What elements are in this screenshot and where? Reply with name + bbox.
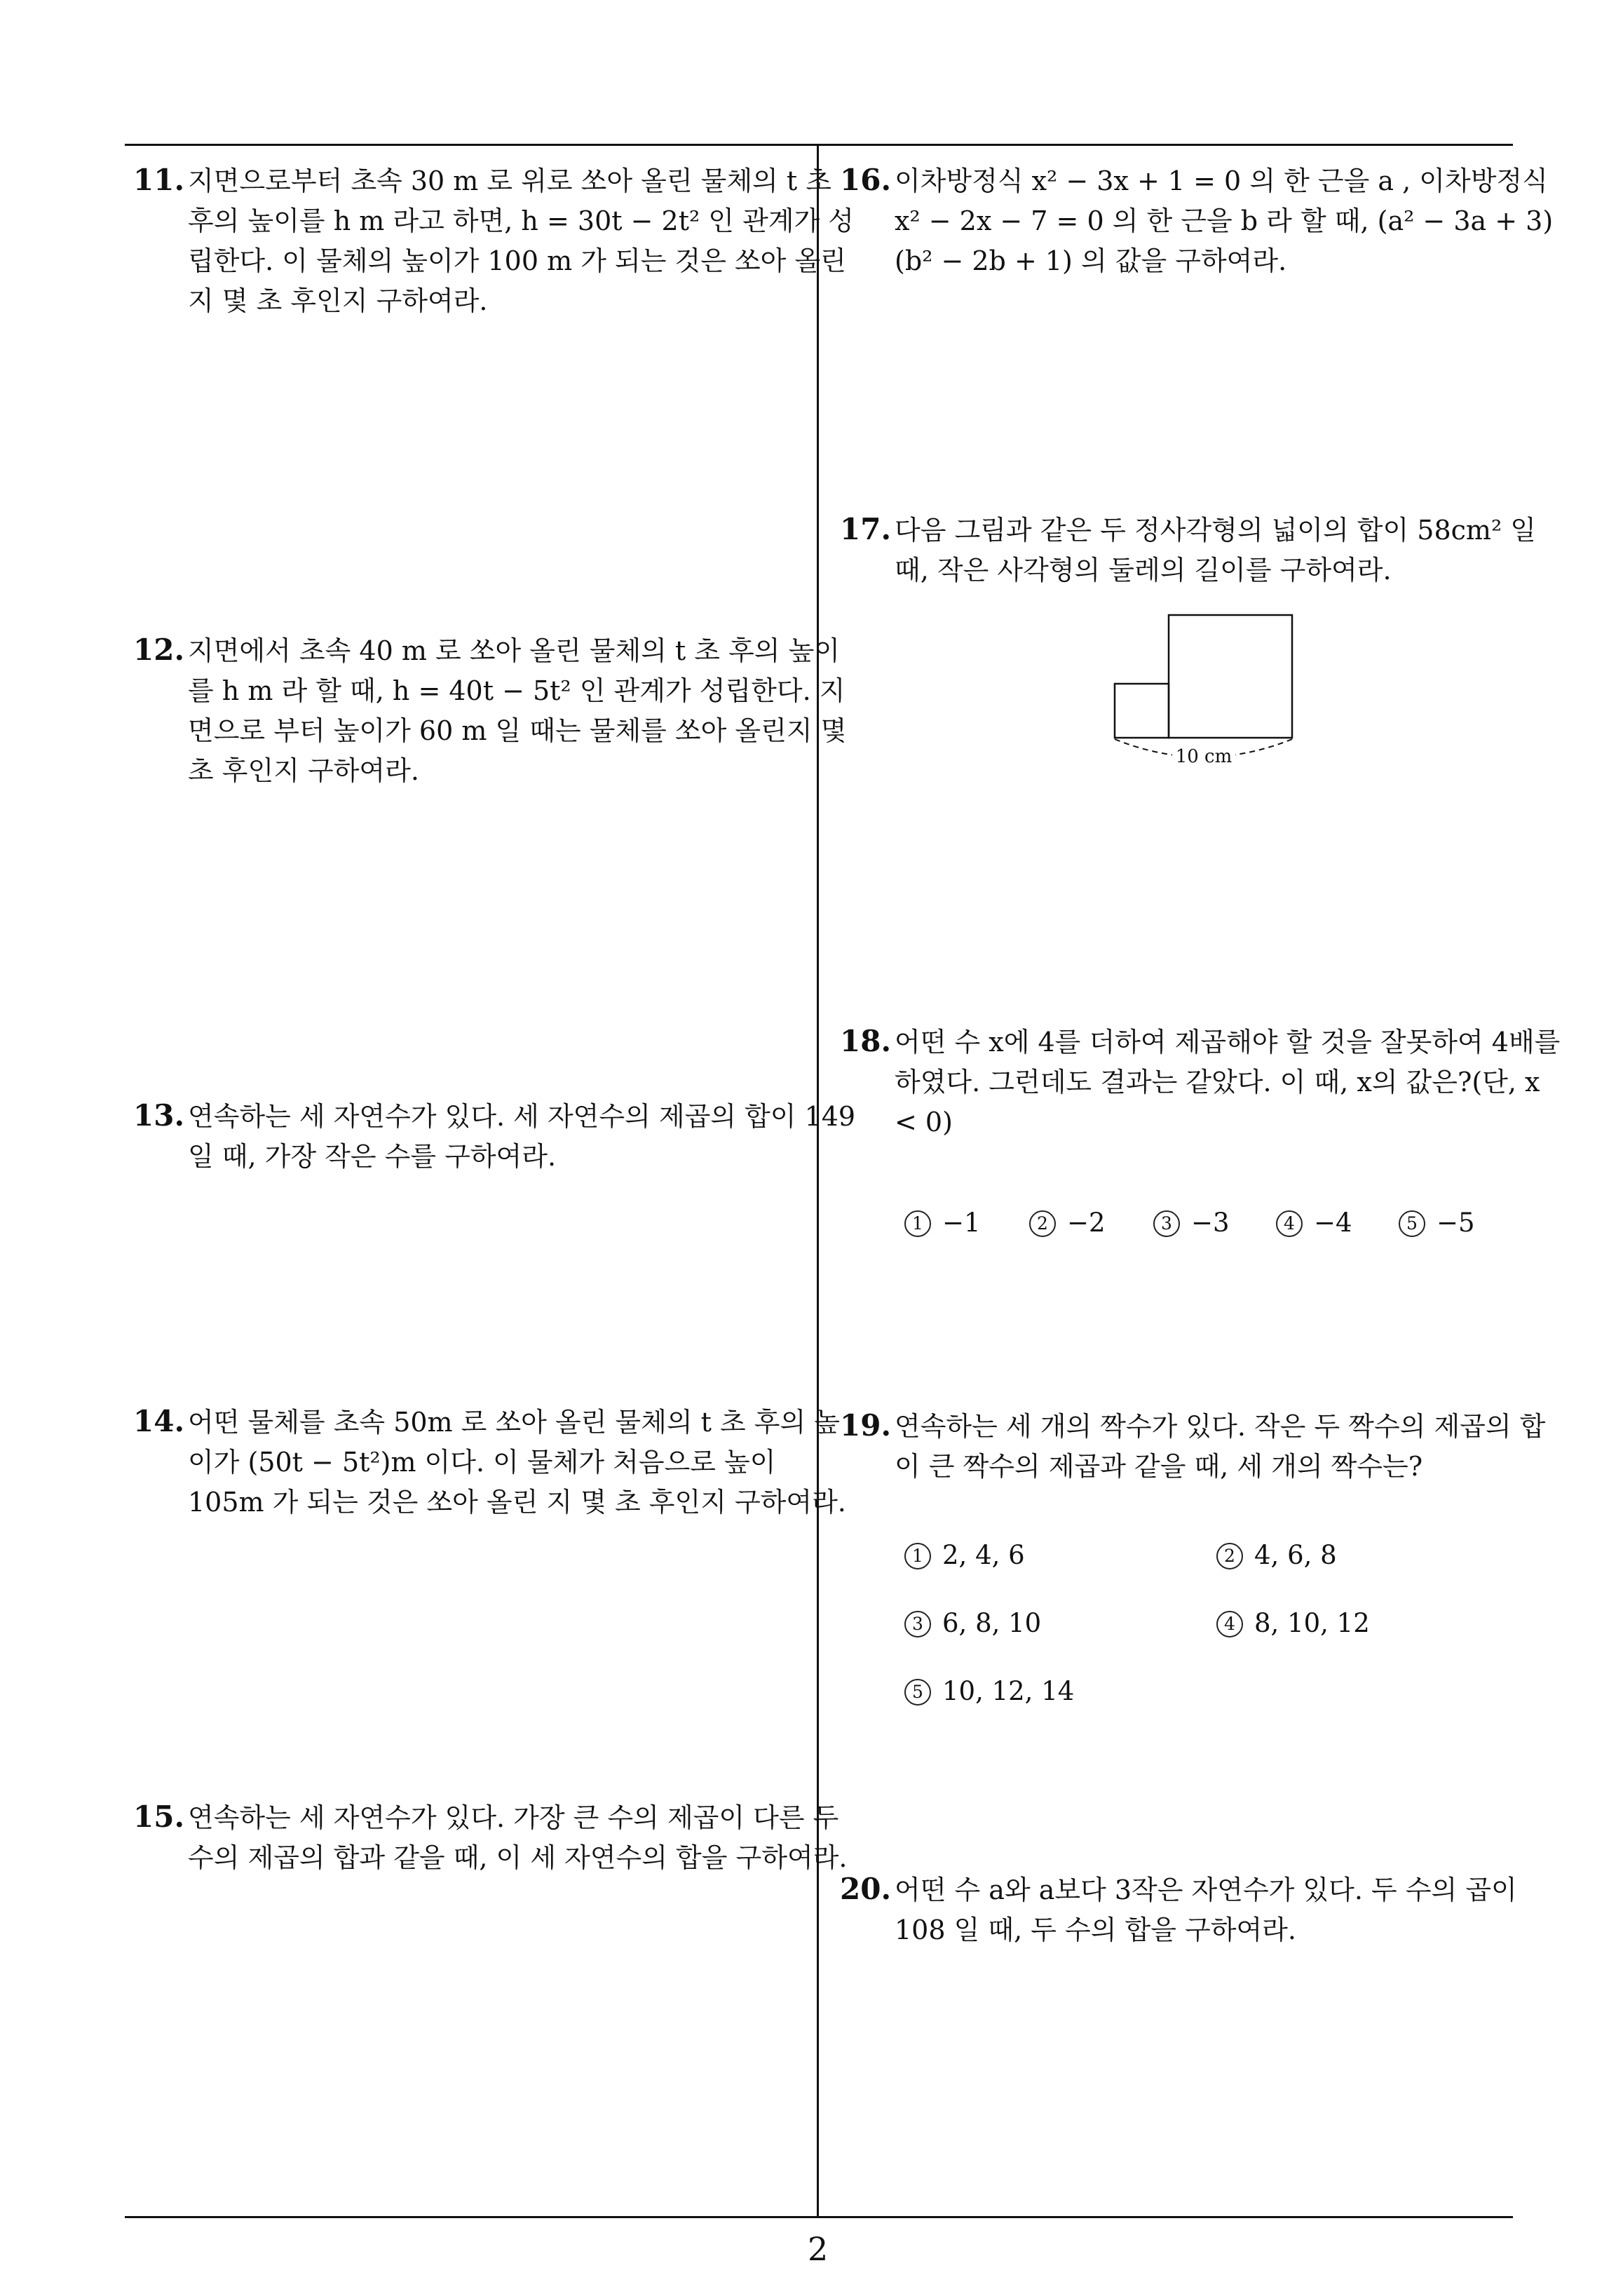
- question-number: 17.: [840, 512, 892, 546]
- question-number: 19.: [840, 1408, 892, 1443]
- question-number: 11.: [133, 163, 185, 197]
- option-3[interactable]: [904, 1608, 1041, 1638]
- bottom-rule: [125, 2216, 1513, 2218]
- option-text: 8, 10, 12: [1254, 1608, 1370, 1638]
- option-1[interactable]: [904, 1208, 981, 1238]
- question-19-options: [904, 1540, 1507, 1708]
- squares-figure: [1104, 607, 1315, 775]
- question-text: 어떤 수 x에 4를 더하여 제곱해야 할 것을 잘못하여 4배를 하였다. 그런데도 결과는 같았다. 이 때, x의 값은?(단, x < 0): [895, 1027, 1561, 1137]
- option-mark: 1: [904, 1210, 931, 1237]
- option-3[interactable]: [1153, 1208, 1230, 1238]
- question-11: [133, 160, 857, 321]
- question-text: 이차방정식 x² − 3x + 1 = 0 의 한 근을 a , 이차방정식 x² − 2x − 7 = 0 의 한 근을 b 라 할 때, (a² − 3a + 3)(b² − 2b + 1) 의 값을 구하여라.: [895, 166, 1554, 276]
- question-19: [840, 1405, 1568, 1487]
- question-text: 지면에서 초속 40 m 로 쏘아 올린 물체의 t 초 후의 높이를 h m 라 할 때, h = 40t − 5t² 인 관계가 성립한다. 지면으로 부터 높이가 60 m 일 때는 물체를 쏘아 올린지 몇 초 후인지 구하여라.: [188, 635, 847, 786]
- option-mark: 4: [1216, 1611, 1243, 1637]
- top-rule: [125, 144, 1513, 146]
- option-text: −3: [1191, 1208, 1230, 1238]
- large-square: [1169, 615, 1292, 738]
- option-5[interactable]: [1399, 1208, 1475, 1238]
- question-text: 연속하는 세 자연수가 있다. 세 자연수의 제곱의 합이 149 일 때, 가장 작은 수를 구하여라.: [188, 1101, 856, 1172]
- page-number: 2: [808, 2230, 829, 2268]
- question-number: 13.: [133, 1098, 185, 1133]
- dimension-label: 10 cm: [1175, 746, 1232, 767]
- option-2[interactable]: [1029, 1208, 1106, 1238]
- option-text: −5: [1437, 1208, 1475, 1238]
- option-mark: 2: [1216, 1543, 1243, 1569]
- option-mark: 5: [1399, 1210, 1425, 1237]
- question-12: [133, 630, 857, 791]
- option-text: −1: [942, 1208, 981, 1238]
- question-17: [840, 509, 1568, 590]
- option-text: −4: [1314, 1208, 1352, 1238]
- option-5[interactable]: [904, 1676, 1074, 1706]
- question-text: 지면으로부터 초속 30 m 로 위로 쏘아 올린 물체의 t 초 후의 높이를 h m 라고 하면, h = 30t − 2t² 인 관계가 성립한다. 이 물체의 높이가 100 m 가 되는 것은 쏘아 올린지 몇 초 후인지 구하여라.: [188, 166, 854, 316]
- option-mark: 2: [1029, 1210, 1056, 1237]
- option-mark: 3: [1153, 1210, 1180, 1237]
- question-number: 16.: [840, 163, 892, 197]
- question-14: [133, 1401, 857, 1522]
- option-1[interactable]: [904, 1540, 1025, 1570]
- option-mark: 1: [904, 1543, 931, 1569]
- question-20: [840, 1869, 1568, 1950]
- question-number: 12.: [133, 633, 185, 667]
- question-text: 연속하는 세 자연수가 있다. 가장 큰 수의 제곱이 다른 두 수의 제곱의 합과 같을 때, 이 세 자연수의 합을 구하여라.: [188, 1802, 848, 1873]
- question-text: 연속하는 세 개의 짝수가 있다. 작은 두 짝수의 제곱의 합이 큰 짝수의 제곱과 같을 때, 세 개의 짝수는?: [895, 1411, 1546, 1482]
- option-text: 6, 8, 10: [942, 1608, 1042, 1638]
- question-number: 14.: [133, 1404, 185, 1438]
- question-16: [840, 160, 1568, 281]
- option-4[interactable]: [1216, 1608, 1370, 1638]
- question-text: 다음 그림과 같은 두 정사각형의 넓이의 합이 58cm² 일 때, 작은 사각형의 둘레의 길이를 구하여라.: [895, 515, 1536, 586]
- option-4[interactable]: [1276, 1208, 1352, 1238]
- option-text: 2, 4, 6: [942, 1540, 1025, 1570]
- option-mark: 3: [904, 1611, 931, 1637]
- question-18: [840, 1021, 1568, 1142]
- option-2[interactable]: [1216, 1540, 1337, 1570]
- option-mark: 5: [904, 1679, 931, 1706]
- column-divider: [817, 144, 819, 2218]
- small-square: [1115, 684, 1169, 738]
- question-number: 20.: [840, 1872, 892, 1906]
- option-text: 10, 12, 14: [942, 1676, 1075, 1706]
- question-18-options: [904, 1208, 1507, 1243]
- option-mark: 4: [1276, 1210, 1303, 1237]
- question-text: 어떤 수 a와 a보다 3작은 자연수가 있다. 두 수의 곱이 108 일 때, 두 수의 합을 구하여라.: [895, 1875, 1517, 1945]
- option-text: −2: [1067, 1208, 1106, 1238]
- question-15: [133, 1797, 857, 1878]
- question-13: [133, 1095, 857, 1177]
- option-text: 4, 6, 8: [1254, 1540, 1337, 1570]
- question-number: 18.: [840, 1024, 892, 1058]
- question-number: 15.: [133, 1799, 185, 1834]
- question-text: 어떤 물체를 초속 50m 로 쏘아 올린 물체의 t 초 후의 높이가 (50t − 5t²)m 이다. 이 물체가 처음으로 높이 105m 가 되는 것은 쏘아 올린 지 몇 초 후인지 구하여라.: [188, 1407, 846, 1518]
